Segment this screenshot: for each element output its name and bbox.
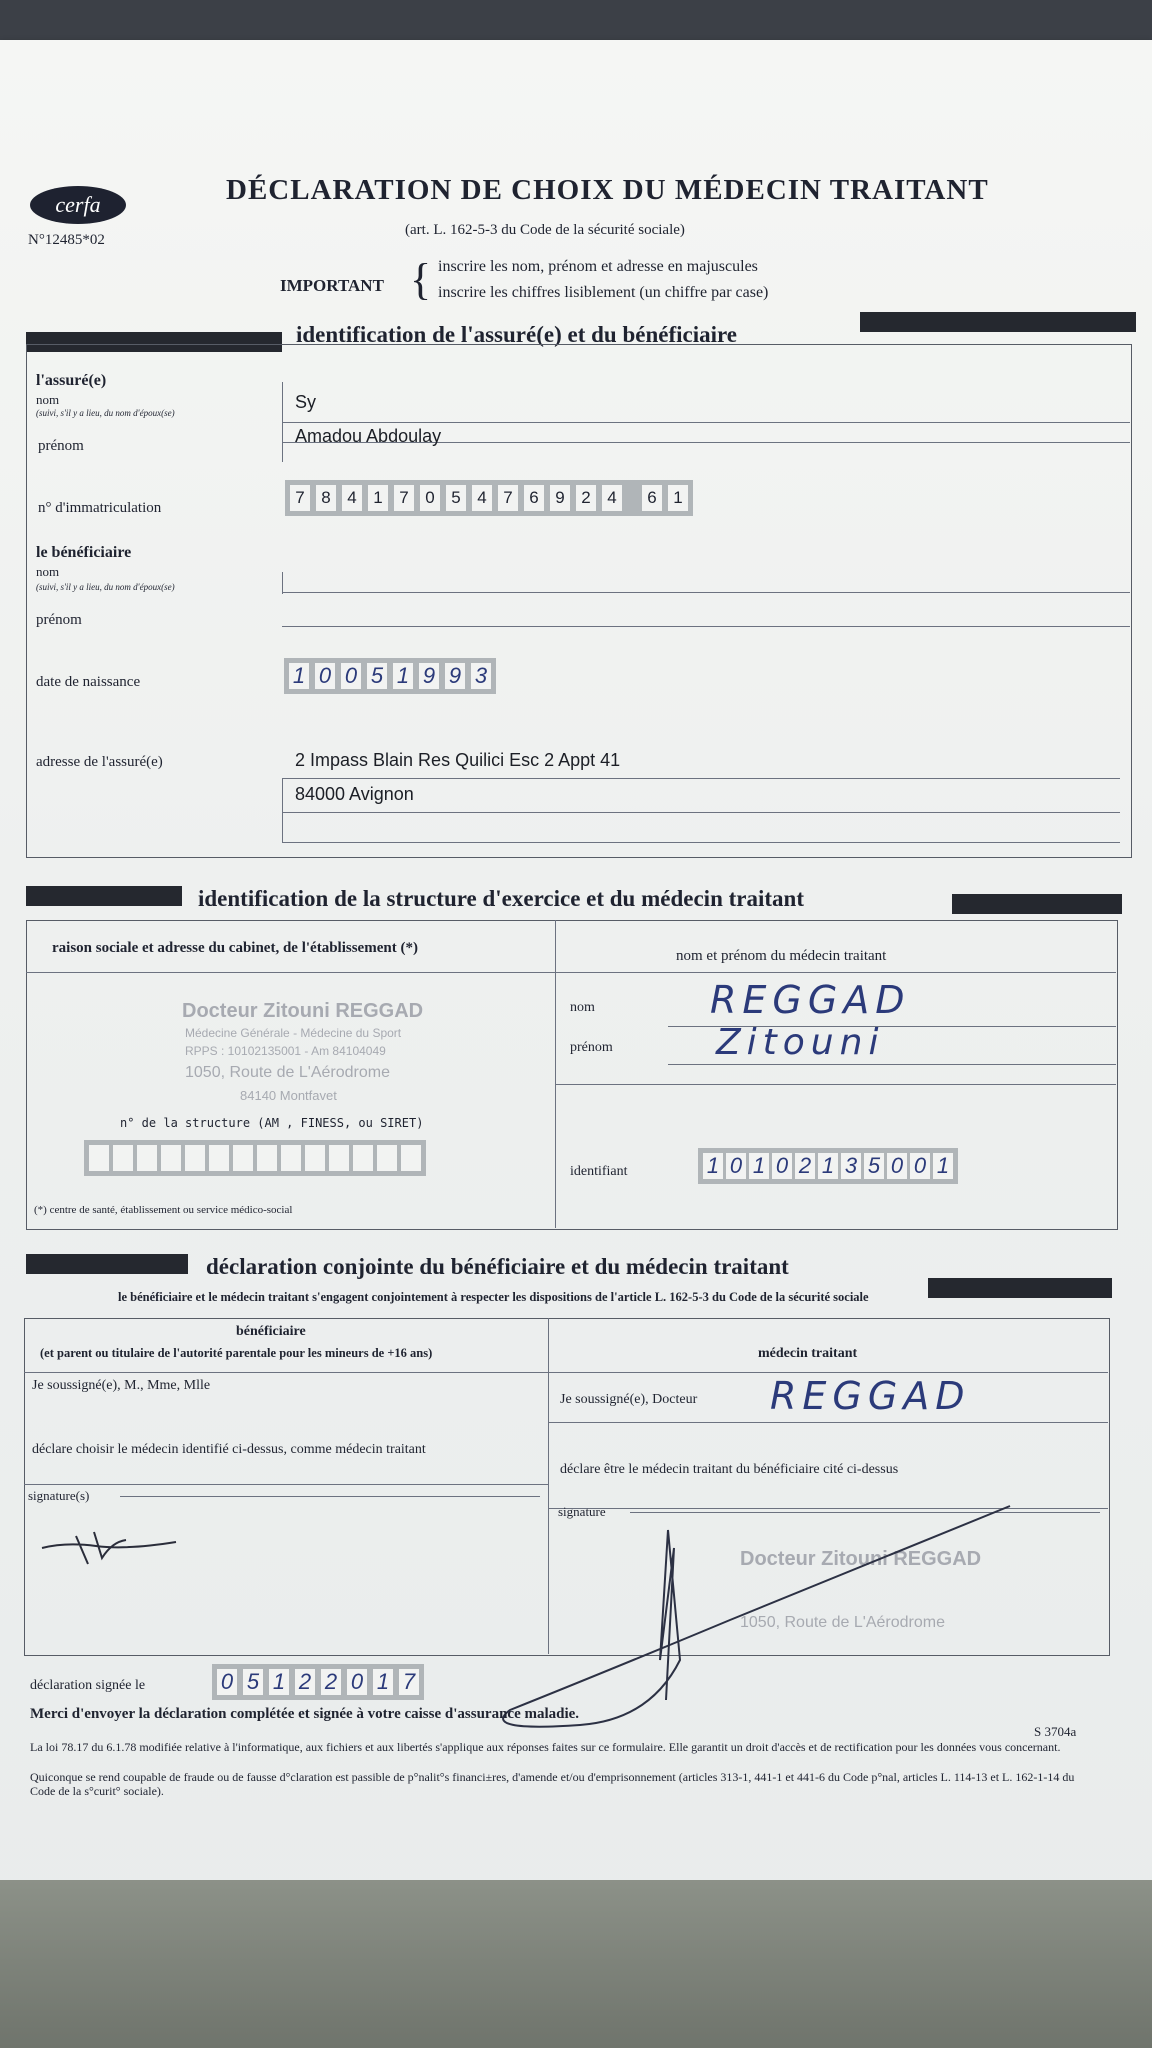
identifiant-digit-cell: 1 — [933, 1153, 953, 1179]
identifiant-digit-cell: 0 — [726, 1153, 746, 1179]
cabinet-stamp-line: 1050, Route de L'Aérodrome — [185, 1064, 390, 1081]
dob-digit-cell: 1 — [393, 663, 413, 689]
immat-digit-cell: 4 — [602, 485, 622, 511]
dob-field[interactable] — [284, 658, 496, 694]
identifiant-digit-cell: 2 — [795, 1153, 815, 1179]
structure-digit-cell — [233, 1145, 253, 1171]
section-bar-right — [860, 312, 1136, 332]
address-line-1[interactable]: 2 Impass Blain Res Quilici Esc 2 Appt 41 — [295, 750, 621, 770]
immat-key-cell: 6 — [642, 485, 662, 511]
structure-number-field[interactable] — [84, 1140, 426, 1176]
section3-intro: le bénéficiaire et le médecin traitant s'engagent conjointement à respecter les dispositions de l'article L. 162-5-3 du Code de la sécurité sociale — [118, 1290, 869, 1304]
med-prenom-label: prénom — [570, 1040, 613, 1055]
identifiant-digit-cell: 3 — [841, 1153, 861, 1179]
section-bar-right — [952, 894, 1122, 914]
structure-digit-cell — [305, 1145, 325, 1171]
cerfa-logo: cerfa — [30, 186, 126, 224]
identifiant-label: identifiant — [570, 1164, 628, 1179]
signed-date-cell: 0 — [217, 1669, 237, 1695]
assure-nom-field[interactable]: Sy — [295, 392, 317, 412]
background-top — [0, 0, 1152, 40]
benef-nom-label: nom — [36, 564, 60, 579]
declare-left: déclare choisir le médecin identifié ci-dessus, comme médecin traitant — [32, 1442, 426, 1457]
form-title: DÉCLARATION DE CHOIX DU MÉDECIN TRAITANT — [226, 174, 989, 206]
form-number: N°12485*02 — [28, 232, 105, 248]
dob-digit-cell: 9 — [419, 663, 439, 689]
important-label: IMPORTANT — [280, 276, 384, 295]
cell-gap — [628, 485, 636, 511]
prenom-label: prénom — [38, 438, 84, 454]
dob-digit-cell: 0 — [341, 663, 361, 689]
form-subtitle: (art. L. 162-5-3 du Code de la sécurité sociale) — [405, 222, 685, 238]
immat-digit-cell: 4 — [472, 485, 492, 511]
immat-digit-cell: 7 — [394, 485, 414, 511]
signed-date-cell: 7 — [399, 1669, 419, 1695]
cabinet-header: raison sociale et adresse du cabinet, de l'établissement (*) — [52, 940, 418, 956]
benef-nom-note: (suivi, s'il y a lieu, du nom d'époux(se) — [36, 582, 175, 592]
immat-digit-cell: 7 — [498, 485, 518, 511]
signed-date-cell: 5 — [243, 1669, 263, 1695]
important-line-1: inscrire les nom, prénom et adresse en majuscules — [438, 258, 758, 275]
signature-label: signature — [558, 1504, 606, 1519]
assure-heading: l'assuré(e) — [36, 372, 107, 389]
dob-digit-cell: 3 — [471, 663, 491, 689]
declare-right: déclare être le médecin traitant du bénéficiaire cité ci-dessus — [560, 1462, 899, 1477]
cabinet-stamp-line: Médecine Générale - Médecine du Sport — [185, 1026, 402, 1040]
immat-digit-cell: 5 — [446, 485, 466, 511]
benef-nom-field[interactable] — [282, 592, 1130, 593]
identifiant-digit-cell: 5 — [864, 1153, 884, 1179]
benef-prenom-label: prénom — [36, 612, 82, 628]
identifiant-digit-cell: 0 — [887, 1153, 907, 1179]
identifiant-digit-cell: 1 — [749, 1153, 769, 1179]
signed-date-cell: 0 — [347, 1669, 367, 1695]
identifiant-digit-cell: 0 — [910, 1153, 930, 1179]
signed-date-field[interactable] — [212, 1664, 424, 1700]
structure-digit-cell — [353, 1145, 373, 1171]
dob-digit-cell: 0 — [315, 663, 335, 689]
medecin-header: nom et prénom du médecin traitant — [676, 948, 887, 964]
beneficiary-signature[interactable] — [36, 1512, 186, 1572]
beneficiaire-col-subheader: (et parent ou titulaire de l'autorité parentale pour les mineurs de +16 ans) — [40, 1346, 433, 1360]
section3-title: déclaration conjointe du bénéficiaire et du médecin traitant — [206, 1254, 789, 1279]
structure-label: n° de la structure (AM , FINESS, ou SIRET) — [120, 1116, 424, 1130]
signed-date-cell: 1 — [269, 1669, 289, 1695]
identifiant-digit-cell: 1 — [703, 1153, 723, 1179]
med-nom-label: nom — [570, 1000, 595, 1015]
dob-digit-cell: 5 — [367, 663, 387, 689]
doctor-handwritten[interactable]: REGGAD — [770, 1374, 971, 1418]
structure-digit-cell — [137, 1145, 157, 1171]
assure-prenom-field[interactable]: Amadou Abdoulay — [295, 426, 442, 446]
legal-text-2: Quiconque se rend coupable de fraude ou de fausse d°claration est passible de p°nalit°s financi±res, d'amende et/ou d'emprisonnement (articles 313-1, 441-1 et 441-6 du Code p°nal, articles L. 114-13 et L. 162-1-14 du Code de la s°curit° sociale). — [30, 1770, 1075, 1798]
background-bottom — [0, 1880, 1152, 2048]
signed-label: déclaration signée le — [30, 1678, 146, 1693]
signed-date-cell: 2 — [321, 1669, 341, 1695]
legal-text-1: La loi 78.17 du 6.1.78 modifiée relative à l'informatique, aux fichiers et aux libertés s'applique aux réponses faites sur ce formulaire. Elle garantit un droit d'accès et de rectification pour les données vous concernant. — [30, 1740, 1061, 1754]
structure-digit-cell — [161, 1145, 181, 1171]
section-bar-left — [26, 886, 182, 906]
identifiant-digit-cell: 1 — [818, 1153, 838, 1179]
immat-digit-cell: 9 — [550, 485, 570, 511]
cabinet-stamp-line: 84140 Montfavet — [240, 1088, 337, 1103]
doctor-stamp-line: 1050, Route de L'Aérodrome — [740, 1614, 945, 1631]
structure-digit-cell — [113, 1145, 133, 1171]
beneficiaire-col-header: bénéficiaire — [236, 1324, 306, 1339]
signed-date-cell: 1 — [373, 1669, 393, 1695]
immat-digit-cell: 0 — [420, 485, 440, 511]
dob-label: date de naissance — [36, 674, 141, 690]
structure-digit-cell — [401, 1145, 421, 1171]
section-bar-left — [26, 1254, 188, 1274]
benef-prenom-field[interactable] — [282, 626, 1130, 627]
footnote: (*) centre de santé, établissement ou service médico-social — [34, 1204, 293, 1216]
soussigne-right: Je soussigné(e), Docteur — [560, 1392, 698, 1407]
immat-digit-cell: 2 — [576, 485, 596, 511]
immat-digit-cell: 1 — [368, 485, 388, 511]
structure-digit-cell — [185, 1145, 205, 1171]
merci-text: Merci d'envoyer la déclaration complétée et signée à votre caisse d'assurance maladie. — [30, 1706, 580, 1722]
cabinet-stamp-name: Docteur Zitouni REGGAD — [182, 1000, 424, 1022]
structure-digit-cell — [329, 1145, 349, 1171]
immat-digit-cell: 7 — [290, 485, 310, 511]
identifiant-digit-cell: 0 — [772, 1153, 792, 1179]
important-line-2: inscrire les chiffres lisiblement (un chiffre par case) — [438, 284, 769, 301]
section1-title: identification de l'assuré(e) et du bénéficiaire — [296, 322, 737, 347]
address-label: adresse de l'assuré(e) — [36, 754, 163, 770]
signed-date-cell: 2 — [295, 1669, 315, 1695]
section2-title: identification de la structure d'exercice et du médecin traitant — [198, 886, 804, 911]
dob-digit-cell: 1 — [289, 663, 309, 689]
med-prenom-field[interactable]: Zitouni — [716, 1022, 885, 1063]
brace-icon: { — [410, 255, 432, 304]
immat-digit-cell: 6 — [524, 485, 544, 511]
section-bar-right — [928, 1278, 1112, 1298]
structure-digit-cell — [89, 1145, 109, 1171]
dob-digit-cell: 9 — [445, 663, 465, 689]
immat-label: n° d'immatriculation — [38, 500, 162, 516]
cabinet-stamp-line: RPPS : 10102135001 - Am 84104049 — [185, 1044, 386, 1058]
immat-digit-cell: 8 — [316, 485, 336, 511]
structure-digit-cell — [209, 1145, 229, 1171]
medecin-col-header: médecin traitant — [758, 1346, 858, 1361]
nom-label: nom — [36, 392, 60, 407]
structure-digit-cell — [281, 1145, 301, 1171]
address-line-2[interactable]: 84000 Avignon — [295, 784, 414, 804]
immat-key-cell: 1 — [668, 485, 688, 511]
structure-digit-cell — [257, 1145, 277, 1171]
signatures-label: signature(s) — [28, 1488, 90, 1503]
identifiant-field[interactable] — [698, 1148, 958, 1184]
structure-digit-cell — [377, 1145, 397, 1171]
soussigne-left: Je soussigné(e), M., Mme, Mlle — [32, 1378, 211, 1393]
med-nom-field[interactable]: REGGAD — [710, 978, 911, 1022]
doctor-stamp-name: Docteur Zitouni REGGAD — [740, 1548, 982, 1570]
immatriculation-field[interactable] — [285, 480, 693, 516]
doctor-signature[interactable] — [490, 1500, 1030, 1740]
nom-note: (suivi, s'il y a lieu, du nom d'époux(se) — [36, 408, 175, 418]
immat-digit-cell: 4 — [342, 485, 362, 511]
form-reference: S 3704a — [1034, 1724, 1077, 1739]
beneficiaire-heading: le bénéficiaire — [36, 544, 132, 561]
